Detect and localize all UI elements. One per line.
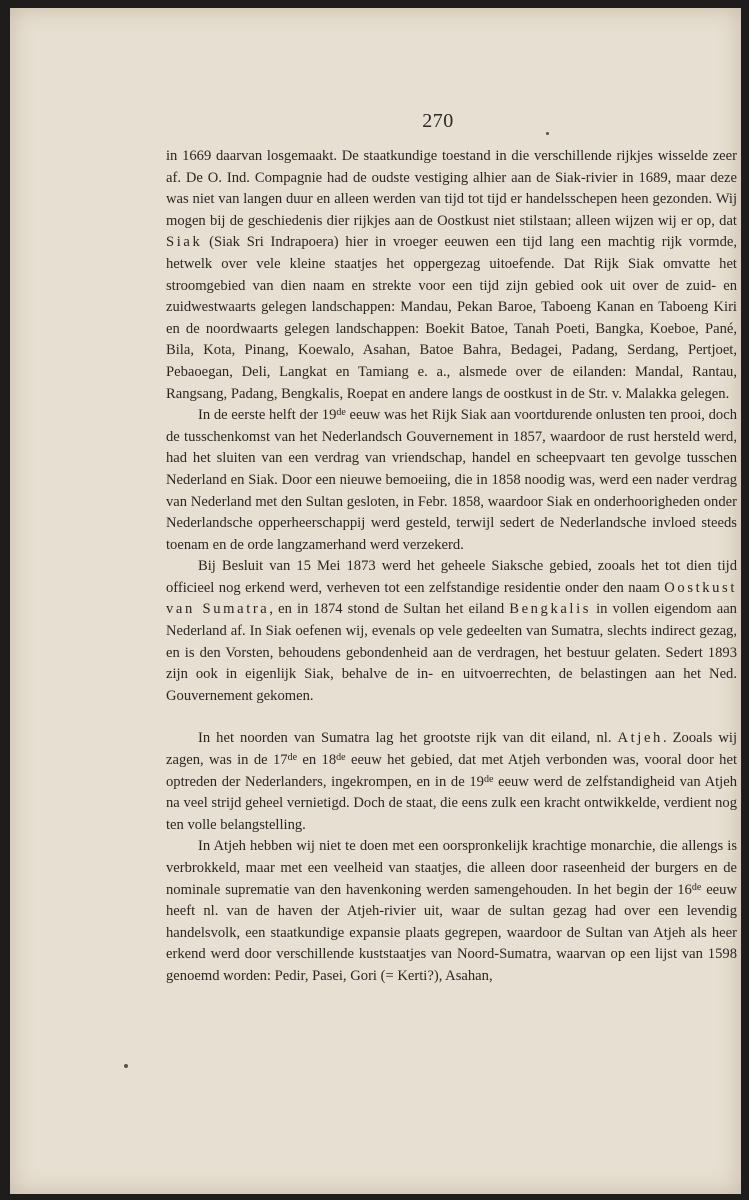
ordinal-superscript: de (336, 752, 346, 764)
text-run: eeuw was het Rijk Siak aan voortdurende onlusten ten prooi, doch de tusschenkomst van het Nederlandsch Gouvernement in 1857, waardoor de rust hersteld werd, had het sluiten van een verdrag van vriendschap, handel en scheepvaart ten gevolge tusschen Nederland en Siak. Door een nieuwe bemoeiing, die in 1858 noodig was, werd een nader verdrag van Nederland met den Sultan gesloten, in Febr. 1858, waardoor Siak en onderhoorigheden onder Nederlandsche opperheerschappij werd gesteld, terwijl sedert de Nederlandsche invloed steeds toenam en de orde langzamerhand werd verzekerd. (166, 407, 738, 553)
paragraph-p3 (166, 556, 737, 707)
text-run: (Siak Sri Indrapoera) hier in vroeger eeuwen een tijd lang een machtig rijk vormde, hetwelk over vele kleine staatjes het oppergezag uitoefende. Dat Rijk Siak omvatte het stroomgebied van dien naam en strekte voor een tijd zijn gebied ook uit over de zuid- en zuidwestwaarts gelegen landschappen: Mandau, Pekan Baroe, Taboeng Kanan en Taboeng Kiri en de noordwaarts gelegen landschappen: Boekit Batoe, Tanah Poeti, Bangka, Koeboe, Pané, Bila, Kota, Pinang, Koewalo, Asahan, Batoe Bahra, Bedagei, Padang, Serdang, Pertjoet, Pebaoegan, Deli, Langkat en Tamiang e. a., alsmede over de eilanden: Mandal, Rantau, Rangsang, Padang, Bengkalis, Roepat en andere langs de oostkust in de Str. v. Malakka gelegen. (166, 234, 737, 402)
paragraph-p2 (166, 405, 737, 556)
paper-speck (124, 1064, 128, 1068)
paragraph-p5 (166, 836, 737, 987)
text-run: in 1669 daarvan losgemaakt. De staatkundige toestand in die verschillende rijkjes wisselde zeer af. De O. Ind. Compagnie had de oudste vestiging alhier aan de Siak-rivier in 1689, maar deze was niet van langen duur en alleen werden van tijd tot tijd er handelsschepen heen gezonden. Wij mogen bij de geschiedenis dier rijkjes aan de Oostkust niet stilstaan; alleen wijzen wij er op, dat (166, 148, 737, 229)
paragraph-p1 (166, 146, 737, 405)
text-run: in vollen eigendom aan Nederland af. In Siak oefenen wij, evenals op vele gedeelten van Sumatra, slechts indirect gezag, en is den Vorsten, behoudens gebondenheid aan de verdragen, het bestuur gelaten. Sedert 1893 zijn ook in eigenlijk Siak, behalve de in- en uitvoerrechten, de belastingen aan het Ned. Gouvernement gekomen. (166, 601, 737, 704)
spaced-emphasis: Siak (166, 234, 203, 251)
body-text (166, 146, 737, 988)
paper-speck (546, 132, 549, 135)
ordinal-superscript: de (691, 881, 702, 893)
text-run: eeuw het gebied, dat met Atjeh verbonden was, vooral door het optreden der Nederlanders, ingekrompen, en in de 19 (166, 752, 737, 790)
text-run: In Atjeh hebben wij niet te doen met een oorspronkelijk krachtige monarchie, die allengs is verbrokkeld, maar met een veelheid van staatjes, die alleen door raseenheid der burgers en de nominale suprematie van den havenkoning werden samengehouden. In het begin der 16 (166, 838, 737, 898)
text-run: Bij Besluit van 15 Mei 1873 werd het geheele Siaksche gebied, zooals het tot dien tijd officieel nog erkend werd, verheven tot een zelfstandige residentie onder den naam (166, 558, 737, 596)
text-run: . Zooals wij zagen, was in de 17 (166, 730, 737, 769)
book-page (10, 8, 741, 1194)
text-run: , en in 1874 stond de Sultan het eiland (269, 601, 510, 618)
text-run: In het noorden van Sumatra lag het grootste rijk van dit eiland, nl. (198, 730, 618, 747)
text-run: eeuw werd de zelfstandigheid van Atjeh na veel strijd geheel vernietigd. Doch de staat, die eens zulk een kracht ontwikkelde, verdient nog ten volle belangstelling. (166, 773, 737, 833)
page-number: 270 (422, 110, 454, 132)
ordinal-superscript: de (336, 407, 346, 419)
spaced-emphasis: Oostkust van Sumatra (166, 579, 737, 618)
text-run: en 18 (297, 752, 337, 769)
text-run: In de eerste helft der 19 (198, 407, 337, 424)
spaced-emphasis: Atjeh (617, 730, 663, 747)
spaced-emphasis: Bengkalis (509, 601, 592, 618)
ordinal-superscript: de (287, 752, 298, 764)
paragraph-p4 (166, 728, 737, 836)
text-run: eeuw heeft nl. van de haven der Atjeh-rivier uit, waar de sultan gezag had over een levendig handelsvolk, een staatkundige expansie plaats gegrepen, waardoor de Sultan van Atjeh als heer erkend werd door verschillende kuststaatjes van Noord-Sumatra, waarvan op een lijst van 1598 genoemd worden: Pedir, Pasei, Gori (= Kerti?), Asahan, (166, 881, 737, 984)
ordinal-superscript: de (483, 773, 494, 785)
